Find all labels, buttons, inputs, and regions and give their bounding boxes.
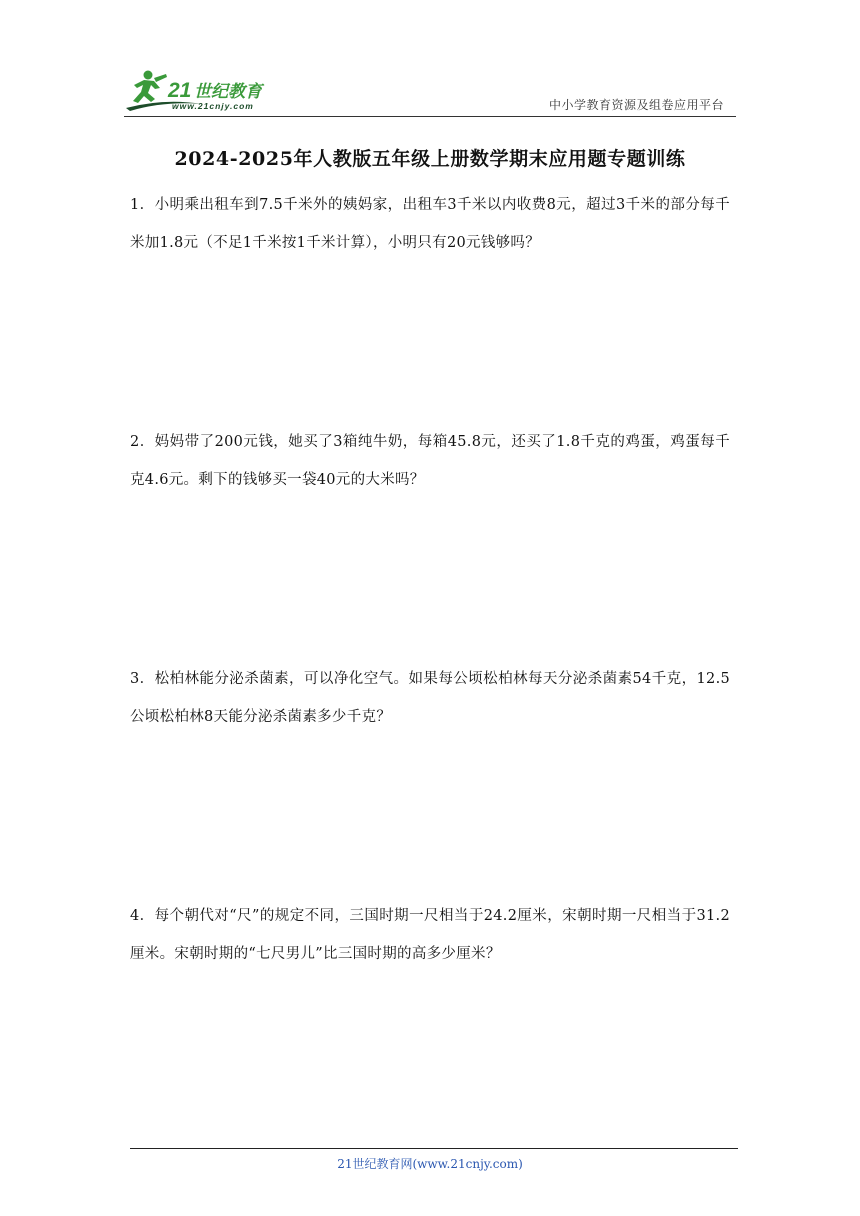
- svg-text:世纪教育: 世纪教育: [194, 82, 262, 102]
- page-header: [124, 62, 736, 118]
- question-2: 2．妈妈带了200元钱，她买了3箱纯牛奶，每箱45.8元，还买了1.8千克的鸡蛋，鸡蛋每千克4.6元。剩下的钱够买一袋40元的大米吗？: [130, 434, 730, 488]
- document-title: 2024-2025年人教版五年级上册数学期末应用题专题训练: [174, 148, 686, 170]
- svg-text:21: 21: [168, 79, 192, 102]
- footer-divider: [130, 1148, 738, 1149]
- question-4: 4．每个朝代对“尺”的规定不同，三国时期一尺相当于24.2厘米，宋朝时期一尺相当于31.2厘米。宋朝时期的“七尺男儿”比三国时期的高多少厘米？: [130, 908, 730, 962]
- question-1: 1．小明乘出租车到7.5千米外的姨妈家，出租车3千米以内收费8元，超过3千米的部分每千米加1.8元（不足1千米按1千米计算），小明只有20元钱够吗？: [130, 197, 730, 251]
- logo-21cnjy: [124, 68, 289, 114]
- header-divider: [124, 116, 736, 117]
- running-figure-icon: [133, 71, 167, 104]
- question-list: [130, 186, 730, 1134]
- footer-link[interactable]: 21世纪教育网(www.21cnjy.com): [337, 1157, 523, 1171]
- platform-name: 中小学教育资源及组卷应用平台: [548, 98, 724, 112]
- svg-text:www.21cnjy.com: www.21cnjy.com: [172, 101, 254, 111]
- question-3: 3．松柏林能分泌杀菌素，可以净化空气。如果每公顷松柏林每天分泌杀菌素54千克，12.5公顷松柏林8天能分泌杀菌素多少千克？: [130, 671, 730, 725]
